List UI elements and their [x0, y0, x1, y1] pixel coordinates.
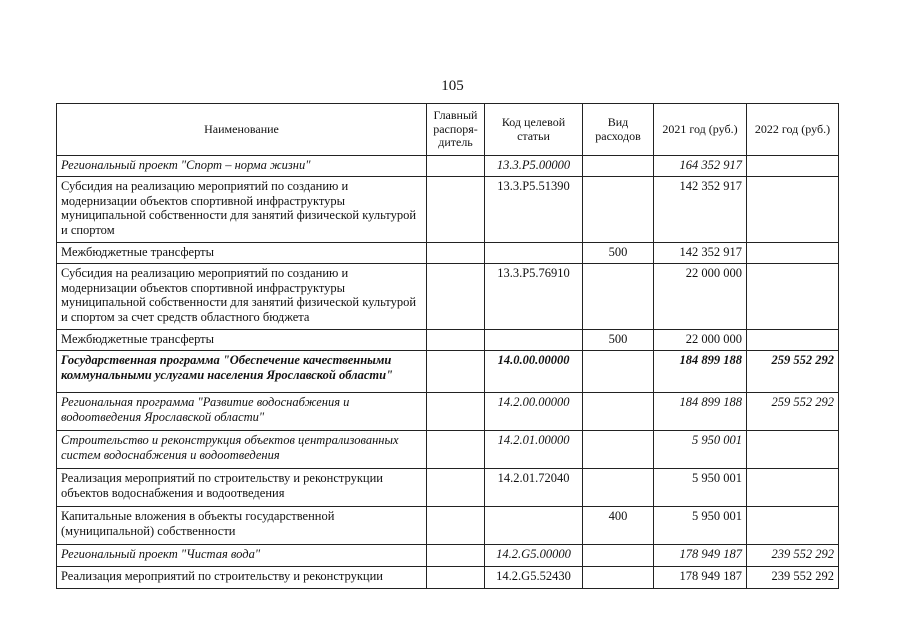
row-name: Реализация мероприятий по строительству и реконструкции объектов водоснабжения и водоотведения — [57, 469, 427, 507]
row-manager — [427, 431, 485, 469]
row-name: Межбюджетные трансферты — [57, 243, 427, 264]
header-main-manager: Главный распоря-дитель — [427, 104, 485, 156]
table-row — [57, 393, 839, 431]
table-row — [57, 264, 839, 330]
row-amount-2022: 239 552 292 — [747, 567, 839, 589]
row-amount-2022 — [747, 469, 839, 507]
table-row — [57, 469, 839, 507]
row-amount-2021: 164 352 917 — [654, 156, 747, 177]
row-amount-2021: 178 949 187 — [654, 567, 747, 589]
row-code — [485, 243, 583, 264]
row-amount-2022 — [747, 243, 839, 264]
table-row — [57, 431, 839, 469]
row-name: Субсидия на реализацию мероприятий по созданию и модернизации объектов спортивной инфраструктуры муниципальной собственности для занятий физической культурой и спортом за счет средств областного бюджета — [57, 264, 427, 330]
row-code: 14.2.01.00000 — [485, 431, 583, 469]
row-expense-type: 400 — [583, 507, 654, 545]
row-expense-type — [583, 567, 654, 589]
header-expense-type: Вид расходов — [583, 104, 654, 156]
row-name: Межбюджетные трансферты — [57, 330, 427, 351]
row-name: Региональная программа "Развитие водоснабжения и водоотведения Ярославской области" — [57, 393, 427, 431]
table-row — [57, 567, 839, 589]
row-amount-2022 — [747, 507, 839, 545]
row-code: 14.0.00.00000 — [485, 351, 583, 393]
table-row — [57, 177, 839, 243]
row-amount-2021: 184 899 188 — [654, 393, 747, 431]
row-manager — [427, 264, 485, 330]
row-code: 13.3.P5.51390 — [485, 177, 583, 243]
row-expense-type — [583, 393, 654, 431]
row-amount-2022 — [747, 156, 839, 177]
row-manager — [427, 177, 485, 243]
row-expense-type: 500 — [583, 243, 654, 264]
row-manager — [427, 393, 485, 431]
row-code: 14.2.00.00000 — [485, 393, 583, 431]
row-amount-2021: 5 950 001 — [654, 507, 747, 545]
row-amount-2021: 178 949 187 — [654, 545, 747, 567]
table-row — [57, 351, 839, 393]
row-amount-2022: 239 552 292 — [747, 545, 839, 567]
row-manager — [427, 156, 485, 177]
table-header-row — [57, 104, 839, 156]
row-expense-type — [583, 156, 654, 177]
row-amount-2022 — [747, 264, 839, 330]
row-expense-type — [583, 431, 654, 469]
row-expense-type — [583, 469, 654, 507]
table-row — [57, 330, 839, 351]
row-code: 13.3.P5.00000 — [485, 156, 583, 177]
row-code: 14.2.G5.00000 — [485, 545, 583, 567]
table-row — [57, 545, 839, 567]
row-manager — [427, 567, 485, 589]
table-row — [57, 243, 839, 264]
row-code — [485, 330, 583, 351]
row-name: Строительство и реконструкция объектов централизованных систем водоснабжения и водоотведения — [57, 431, 427, 469]
row-amount-2021: 5 950 001 — [654, 431, 747, 469]
row-name: Региональный проект "Чистая вода" — [57, 545, 427, 567]
row-manager — [427, 351, 485, 393]
row-expense-type — [583, 545, 654, 567]
row-amount-2021: 184 899 188 — [654, 351, 747, 393]
row-manager — [427, 330, 485, 351]
row-manager — [427, 545, 485, 567]
header-year-2021: 2021 год (руб.) — [654, 104, 747, 156]
row-manager — [427, 469, 485, 507]
page-number: 105 — [441, 78, 464, 94]
row-amount-2021: 142 352 917 — [654, 243, 747, 264]
budget-table — [56, 103, 839, 589]
row-name: Региональный проект "Спорт – норма жизни" — [57, 156, 427, 177]
table-row — [57, 507, 839, 545]
row-code — [485, 507, 583, 545]
header-name: Наименование — [57, 104, 427, 156]
row-name: Капитальные вложения в объекты государственной (муниципальной) собственности — [57, 507, 427, 545]
row-amount-2021: 5 950 001 — [654, 469, 747, 507]
row-code: 14.2.01.72040 — [485, 469, 583, 507]
row-name: Субсидия на реализацию мероприятий по созданию и модернизации объектов спортивной инфраструктуры муниципальной собственности для занятий физической культурой и спортом — [57, 177, 427, 243]
table-row — [57, 156, 839, 177]
header-year-2022: 2022 год (руб.) — [747, 104, 839, 156]
row-amount-2021: 22 000 000 — [654, 330, 747, 351]
row-amount-2021: 22 000 000 — [654, 264, 747, 330]
row-amount-2022 — [747, 177, 839, 243]
row-expense-type — [583, 177, 654, 243]
row-amount-2022 — [747, 431, 839, 469]
row-amount-2021: 142 352 917 — [654, 177, 747, 243]
row-amount-2022 — [747, 330, 839, 351]
row-manager — [427, 243, 485, 264]
row-name: Государственная программа "Обеспечение качественными коммунальными услугами населения Ярославской области" — [57, 351, 427, 393]
row-amount-2022: 259 552 292 — [747, 351, 839, 393]
row-expense-type — [583, 264, 654, 330]
row-code: 13.3.P5.76910 — [485, 264, 583, 330]
header-target-code: Код целевой статьи — [485, 104, 583, 156]
row-manager — [427, 507, 485, 545]
row-expense-type: 500 — [583, 330, 654, 351]
row-name: Реализация мероприятий по строительству и реконструкции — [57, 567, 427, 589]
row-expense-type — [583, 351, 654, 393]
row-amount-2022: 259 552 292 — [747, 393, 839, 431]
row-code: 14.2.G5.52430 — [485, 567, 583, 589]
